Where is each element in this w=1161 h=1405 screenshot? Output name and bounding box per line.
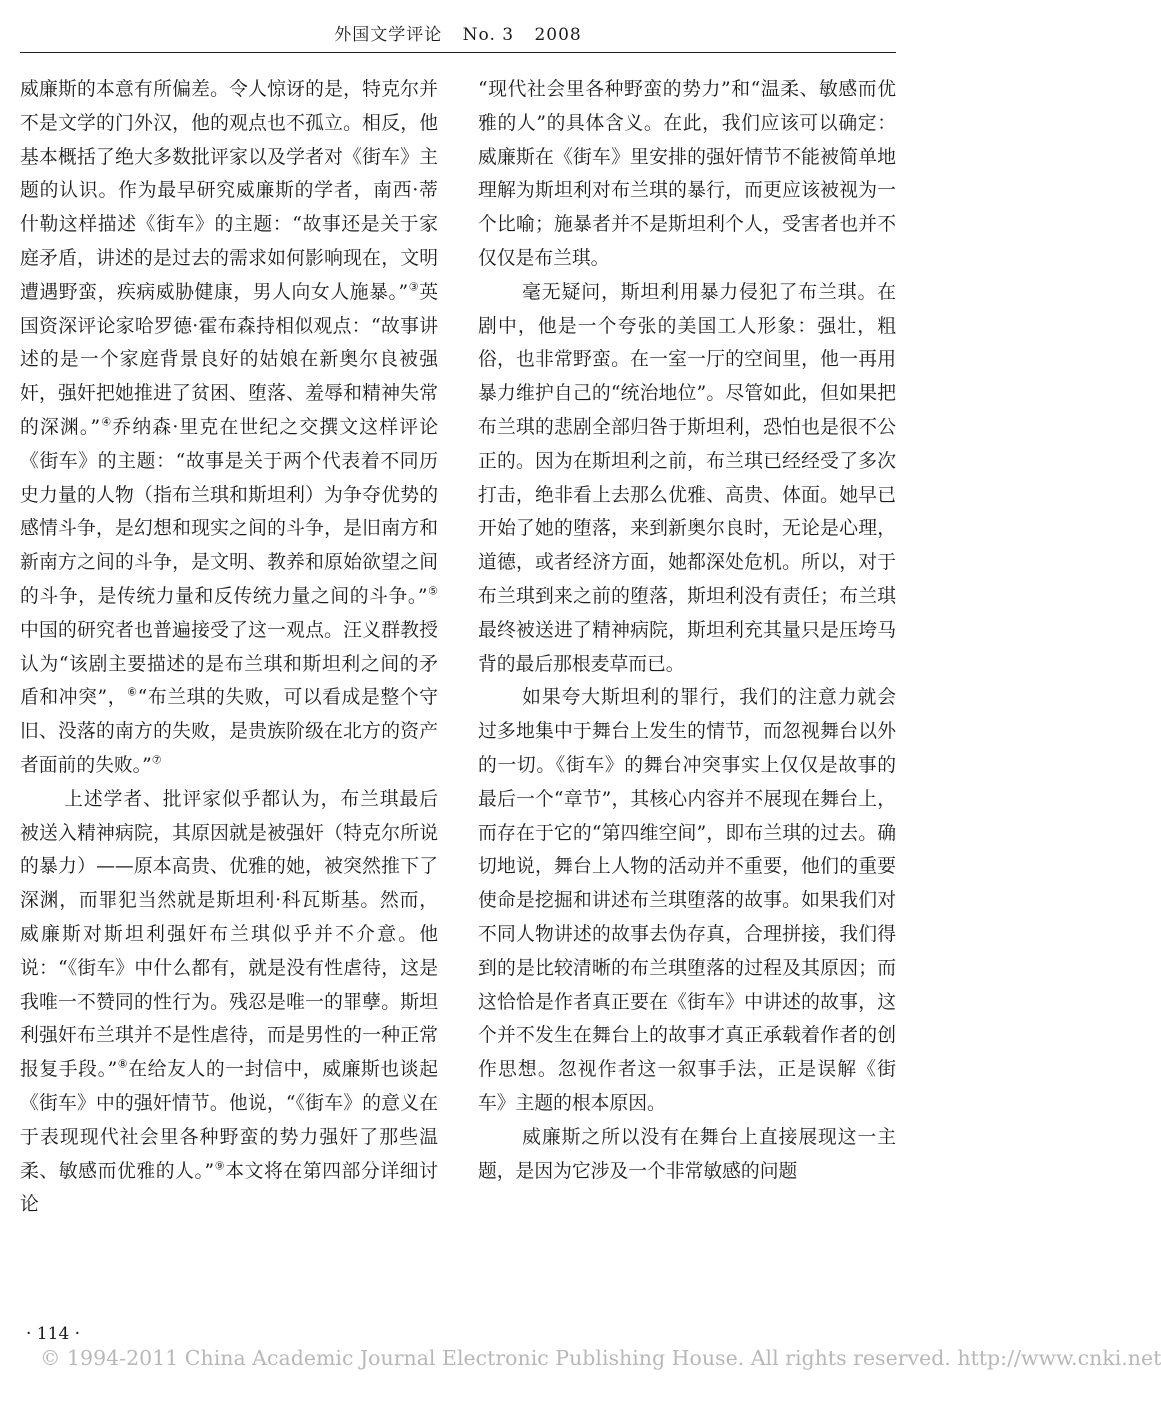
- header-text: [20, 20, 896, 45]
- paragraph: [20, 783, 438, 1222]
- footnote-marker[interactable]: ⑦: [151, 753, 162, 767]
- paragraph: [478, 276, 896, 682]
- footnote-marker[interactable]: ⑤: [427, 584, 438, 598]
- issue-number: No. 3: [462, 25, 515, 45]
- footnote-marker[interactable]: ③: [408, 280, 420, 294]
- footnote-marker[interactable]: ⑨: [214, 1158, 226, 1172]
- paragraph: [478, 681, 896, 1120]
- paragraph-text: “布兰琪的失败，可以看成是整个守旧、没落的南方的失败，是贵族阶级在北方的资产者面前的失败。”: [20, 687, 438, 776]
- running-header: [20, 14, 896, 54]
- journal-title: 外国文学评论: [334, 25, 443, 45]
- paragraph-text: 中国的研究者也普遍接受了这一观点。汪义群教授认为“该剧主要描述的是布兰琪和斯坦利之间的矛盾和冲突”，: [20, 619, 438, 709]
- paragraph: [478, 1121, 896, 1189]
- paragraph-text: 威廉斯之所以没有在舞台上直接展现这一主题，是因为它涉及一个非常敏感的问题: [478, 1126, 896, 1182]
- paragraph: [478, 73, 896, 276]
- paragraph-text: 英国资深评论家哈罗德·霍布森持相似观点：“故事讲述的是一个家庭背景良好的姑娘在新奥尔良被强奸，强奸把她推进了贫困、堕落、羞辱和精神失常的深渊。”: [20, 281, 438, 438]
- paragraph-text: 上述学者、批评家似乎都认为，布兰琪最后被送入精神病院，其原因就是被强奸（特克尔所说的暴力）——原本高贵、优雅的她，被突然推下了深渊，而罪犯当然就是斯坦利·科瓦斯基。然而，威廉斯对斯坦利强奸布兰琪似乎并不介意。他说：“《街车》中什么都有，就是没有性虐待，这是我唯一不赞同的性行为。残忍是唯一的罪孽。斯坦利强奸布兰琪并不是性虐待，而是男性的一种正常报复手段。”: [20, 788, 438, 1081]
- issue-year: 2008: [534, 25, 582, 45]
- paragraph-text: 在给友人的一封信中，威廉斯也谈起《街车》中的强奸情节。他说，“《街车》的意义在于表现现代社会里各种野蛮的势力强奸了那些温柔、敏感而优雅的人。”: [20, 1059, 438, 1182]
- paragraph-text: 乔纳森·里克在世纪之交撰文这样评论《街车》的主题：“故事是关于两个代表着不同历史力量的人物（指布兰琪和斯坦利）为争夺优势的感情斗争，是幻想和现实之间的斗争，是旧南方和新南方之间的斗争，是文明、教养和原始欲望之间的斗争，是传统力量和反传统力量之间的斗争。”: [20, 416, 438, 607]
- header-rule: [20, 52, 896, 53]
- paragraph-text: 毫无疑问，斯坦利用暴力侵犯了布兰琪。在剧中，他是一个夸张的美国工人形象：强壮，粗俗，也非常野蛮。在一室一厅的空间里，他一再用暴力维护自己的“统治地位”。尽管如此，但如果把布兰琪的悲剧全部归咎于斯坦利，恐怕也是很不公正的。因为在斯坦利之前，布兰琪已经经受了多次打击，绝非看上去那么优雅、高贵、体面。她早已开始了她的堕落，来到新奥尔良时，无论是心理，道德，或者经济方面，她都深处危机。所以，对于布兰琪到来之前的堕落，斯坦利没有责任；布兰琪最终被送进了精神病院，斯坦利充其量只是压垮马背的最后那根麦草而已。: [478, 281, 896, 675]
- footnote-marker[interactable]: ⑧: [117, 1057, 129, 1071]
- paragraph: [20, 73, 438, 783]
- left-column: [20, 73, 438, 1222]
- footnote-marker[interactable]: ⑥: [127, 685, 138, 699]
- page-number: · 114 ·: [26, 1324, 81, 1344]
- paragraph-text: “现代社会里各种野蛮的势力”和“温柔、敏感而优雅的人”的具体含义。在此，我们应该可以确定：威廉斯在《街车》里安排的强奸情节不能被简单地理解为斯坦利对布兰琪的暴行，而更应该被视为一个比喻；施暴者并不是斯坦利个人，受害者也并不仅仅是布兰琪。: [478, 79, 896, 269]
- paragraph-text: 如果夸大斯坦利的罪行，我们的注意力就会过多地集中于舞台上发生的情节，而忽视舞台以外的一切。《街车》的舞台冲突事实上仅仅是故事的最后一个“章节”，其核心内容并不展现在舞台上，而存在于它的“第四维空间”，即布兰琪的过去。确切地说，舞台上人物的活动并不重要，他们的重要使命是挖掘和讲述布兰琪堕落的故事。如果我们对不同人物讲述的故事去伪存真，合理拼接，我们得到的是比较清晰的布兰琪堕落的过程及其原因；而这恰恰是作者真正要在《街车》中讲述的故事，这个并不发生在舞台上的故事才真正承载着作者的创作思想。忽视作者这一叙事手法，正是误解《街车》主题的根本原因。: [478, 687, 896, 1114]
- paragraph-text: 本文将在第四部分详细讨论: [20, 1160, 438, 1216]
- copyright-watermark: © 1994-2011 China Academic Journal Electronic Publishing House. All rights reserved. http://www.cnki.net: [40, 1346, 1161, 1370]
- footnote-marker[interactable]: ④: [100, 415, 113, 429]
- paragraph-text: 威廉斯的本意有所偏差。令人惊讶的是，特克尔并不是文学的门外汉，他的观点也不孤立。相反，他基本概括了绝大多数批评家以及学者对《街车》主题的认识。作为最早研究威廉斯的学者，南西·蒂什勒这样描述《街车》的主题：“故事还是关于家庭矛盾，讲述的是过去的需求如何影响现在，文明遭遇野蛮，疾病威胁健康，男人向女人施暴。”: [20, 79, 438, 303]
- right-column: [478, 73, 896, 1188]
